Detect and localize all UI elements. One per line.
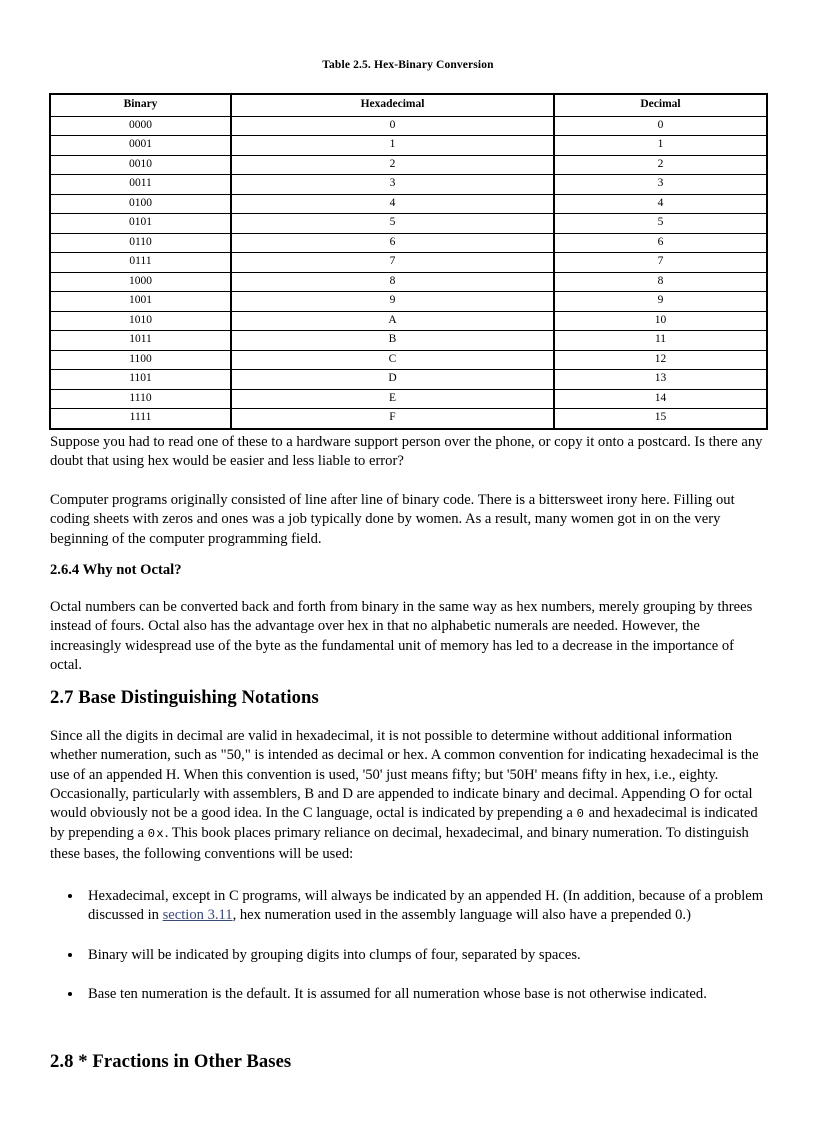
paragraph-postcard: Suppose you had to read one of these to a hardware support person over the phone, or copy it onto a postcard. Is there any doubt that using hex would be easier and less liable to error? (50, 434, 763, 470)
cell-hexadecimal: 1 (231, 136, 554, 156)
table-caption: Table 2.5. Hex-Binary Conversion (322, 59, 494, 71)
conversion-table-container (49, 93, 766, 430)
paragraph-computer-programs: Computer programs originally consisted of line after line of binary code. There is a bittersweet irony here. Filling out coding sheets with zeros and ones was a job typically done by women. As a result, many women got in on the very beginning of the computer programming field. (50, 492, 735, 547)
cell-binary: 1000 (50, 272, 231, 292)
cell-decimal: 0 (554, 116, 767, 136)
table-body (50, 116, 767, 429)
cell-binary: 0111 (50, 253, 231, 273)
cell-hexadecimal: 4 (231, 194, 554, 214)
cell-decimal: 15 (554, 409, 767, 429)
link-section-3-11[interactable]: section 3.11 (162, 907, 233, 924)
table-row (50, 409, 767, 429)
paragraph-base-notations-text-1: Since all the digits in decimal are valid in hexadecimal, it is not possible to determine without additional information whether numeration, such as "50," is intended as decimal or hex. A common convention for indicating hexadecimal is the use of an appended H. When this convention is used, '50' just means fifty; but '50H' means fifty in hex, i.e., eighty. Occasionally, particularly with assemblers, B and D are appended to indicate binary and decimal. Appending O for octal would obviously not be a good idea. In the C language, octal is indicated by prepending a (50, 728, 759, 822)
cell-binary: 1100 (50, 350, 231, 370)
cell-decimal: 1 (554, 136, 767, 156)
cell-hexadecimal: B (231, 331, 554, 351)
cell-binary: 1001 (50, 292, 231, 312)
cell-hexadecimal: 5 (231, 214, 554, 234)
cell-binary: 0010 (50, 155, 231, 175)
table-row (50, 292, 767, 312)
table-row (50, 155, 767, 175)
cell-binary: 1110 (50, 389, 231, 409)
list-item (50, 887, 766, 926)
table-row (50, 136, 767, 156)
cell-hexadecimal: D (231, 370, 554, 390)
cell-decimal: 14 (554, 389, 767, 409)
cell-decimal: 13 (554, 370, 767, 390)
cell-decimal: 7 (554, 253, 767, 273)
code-hex-prefix: 0x (147, 827, 165, 842)
cell-decimal: 10 (554, 311, 767, 331)
table-row (50, 253, 767, 273)
hex-binary-conversion-table (49, 93, 768, 430)
table-row (50, 370, 767, 390)
cell-decimal: 5 (554, 214, 767, 234)
list-item-text: Binary will be indicated by grouping digits into clumps of four, separated by spaces. (88, 946, 581, 963)
paragraph-base-notations-text-3: . This book places primary reliance on decimal, hexadecimal, and binary numeration. To distinguish these bases, the following conventions will be used: (50, 825, 749, 862)
conventions-list (50, 887, 766, 1004)
list-item (50, 946, 766, 965)
cell-decimal: 12 (554, 350, 767, 370)
cell-binary: 1010 (50, 311, 231, 331)
cell-hexadecimal: C (231, 350, 554, 370)
cell-decimal: 11 (554, 331, 767, 351)
table-row (50, 311, 767, 331)
column-header-decimal: Decimal (554, 94, 767, 116)
list-item (50, 985, 766, 1004)
list-item-text: Base ten numeration is the default. It is assumed for all numeration whose base is not otherwise indicated. (88, 985, 707, 1002)
table-row (50, 194, 767, 214)
cell-binary: 0011 (50, 175, 231, 195)
cell-hexadecimal: 7 (231, 253, 554, 273)
cell-binary: 1101 (50, 370, 231, 390)
cell-decimal: 2 (554, 155, 767, 175)
cell-binary: 0110 (50, 233, 231, 253)
table-header-row (50, 94, 767, 116)
cell-hexadecimal: 8 (231, 272, 554, 292)
heading-2-6-4-why-not-octal: 2.6.4 Why not Octal? (50, 562, 182, 578)
cell-decimal: 4 (554, 194, 767, 214)
cell-hexadecimal: A (231, 311, 554, 331)
table-row (50, 389, 767, 409)
bullet-icon (68, 894, 72, 898)
cell-binary: 1011 (50, 331, 231, 351)
cell-hexadecimal: 6 (231, 233, 554, 253)
cell-hexadecimal: 0 (231, 116, 554, 136)
heading-2-7-base-distinguishing-notations: 2.7 Base Distinguishing Notations (50, 687, 319, 708)
heading-2-8-fractions-in-other-bases: 2.8 * Fractions in Other Bases (50, 1051, 292, 1072)
cell-decimal: 3 (554, 175, 767, 195)
paragraph-base-notations (50, 727, 766, 864)
cell-decimal: 9 (554, 292, 767, 312)
paragraph-octal: Octal numbers can be converted back and forth from binary in the same way as hex numbers, merely grouping by threes instead of fours. Octal also has the advantage over hex in that no alphabetic numerals are needed. However, the increasingly widespread use of the byte as the fundamental unit of memory has led to a decrease in the importance of octal. (50, 599, 753, 673)
cell-binary: 1111 (50, 409, 231, 429)
table-row (50, 272, 767, 292)
table-row (50, 233, 767, 253)
table-row (50, 214, 767, 234)
column-header-hexadecimal: Hexadecimal (231, 94, 554, 116)
cell-hexadecimal: 3 (231, 175, 554, 195)
list-item-text-1: Hexadecimal, except in C programs, will always be indicated by an appended H. (In addition, because of a problem discussed in (88, 888, 764, 924)
cell-decimal: 8 (554, 272, 767, 292)
cell-hexadecimal: 9 (231, 292, 554, 312)
column-header-binary: Binary (50, 94, 231, 116)
cell-decimal: 6 (554, 233, 767, 253)
table-row (50, 116, 767, 136)
table-row (50, 175, 767, 195)
bullet-icon (68, 953, 72, 957)
cell-hexadecimal: F (231, 409, 554, 429)
table-row (50, 331, 767, 351)
cell-binary: 0100 (50, 194, 231, 214)
cell-hexadecimal: E (231, 389, 554, 409)
code-octal-prefix: 0 (576, 807, 586, 822)
list-item-text-2: , hex numeration used in the assembly language will also have a prepended 0.) (232, 907, 691, 924)
cell-hexadecimal: 2 (231, 155, 554, 175)
bullet-icon (68, 992, 72, 996)
table-row (50, 350, 767, 370)
cell-binary: 0001 (50, 136, 231, 156)
cell-binary: 0000 (50, 116, 231, 136)
cell-binary: 0101 (50, 214, 231, 234)
paragraph-base-notations-text-2: and hexadecimal is indicated by prepending a (50, 805, 758, 842)
